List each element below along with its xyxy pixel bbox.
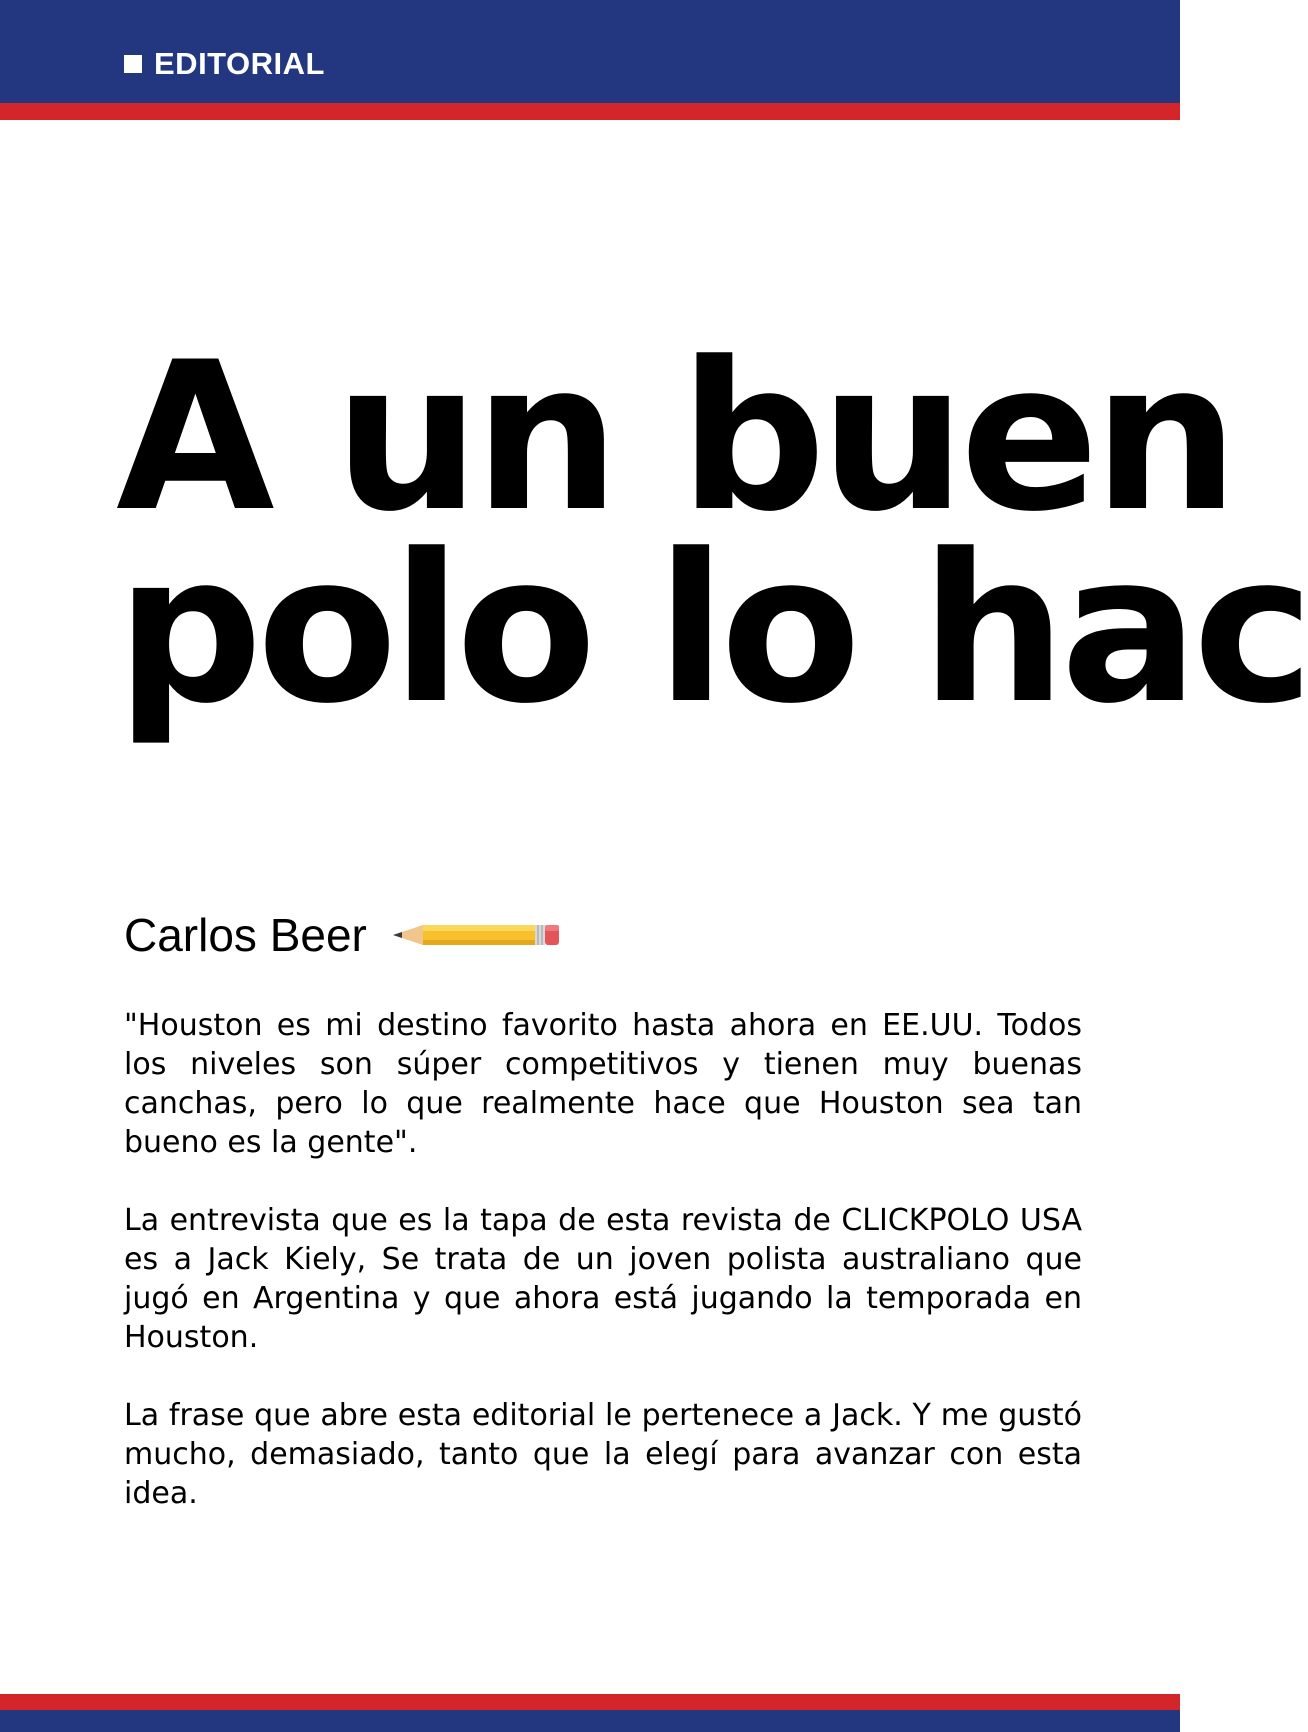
footer-stripe bbox=[0, 1694, 1180, 1710]
headline bbox=[116, 319, 1308, 749]
section-label-text: EDITORIAL bbox=[154, 46, 325, 81]
headline-line-1: A un buen bbox=[116, 319, 1233, 557]
author-name: Carlos Beer bbox=[124, 909, 367, 961]
byline bbox=[124, 909, 561, 961]
paragraph-1: "Houston es mi destino favorito hasta ahora en EE.UU. Todos los niveles son súper competitivos y tienen muy buenas canchas, pero lo que realmente hace que Houston sea tan bueno es la gente". bbox=[124, 1008, 1082, 1160]
square-bullet-icon bbox=[124, 55, 142, 73]
footer-band bbox=[0, 1710, 1180, 1732]
article-body bbox=[124, 1006, 1082, 1552]
header-stripe bbox=[0, 103, 1180, 120]
headline-line-2: polo lo hac bbox=[116, 511, 1308, 749]
paragraph-3: La frase que abre esta editorial le pertenece a Jack. Y me gustó mucho, demasiado, tanto que la elegí para avanzar con esta idea. bbox=[124, 1398, 1082, 1511]
pencil-icon bbox=[393, 920, 561, 950]
section-label bbox=[124, 48, 325, 79]
paragraph-2: La entrevista que es la tapa de esta revista de CLICKPOLO USA es a Jack Kiely, Se trata de un joven polista australiano que jugó en Argentina y que ahora está jugando la temporada en Houston. bbox=[124, 1203, 1082, 1355]
